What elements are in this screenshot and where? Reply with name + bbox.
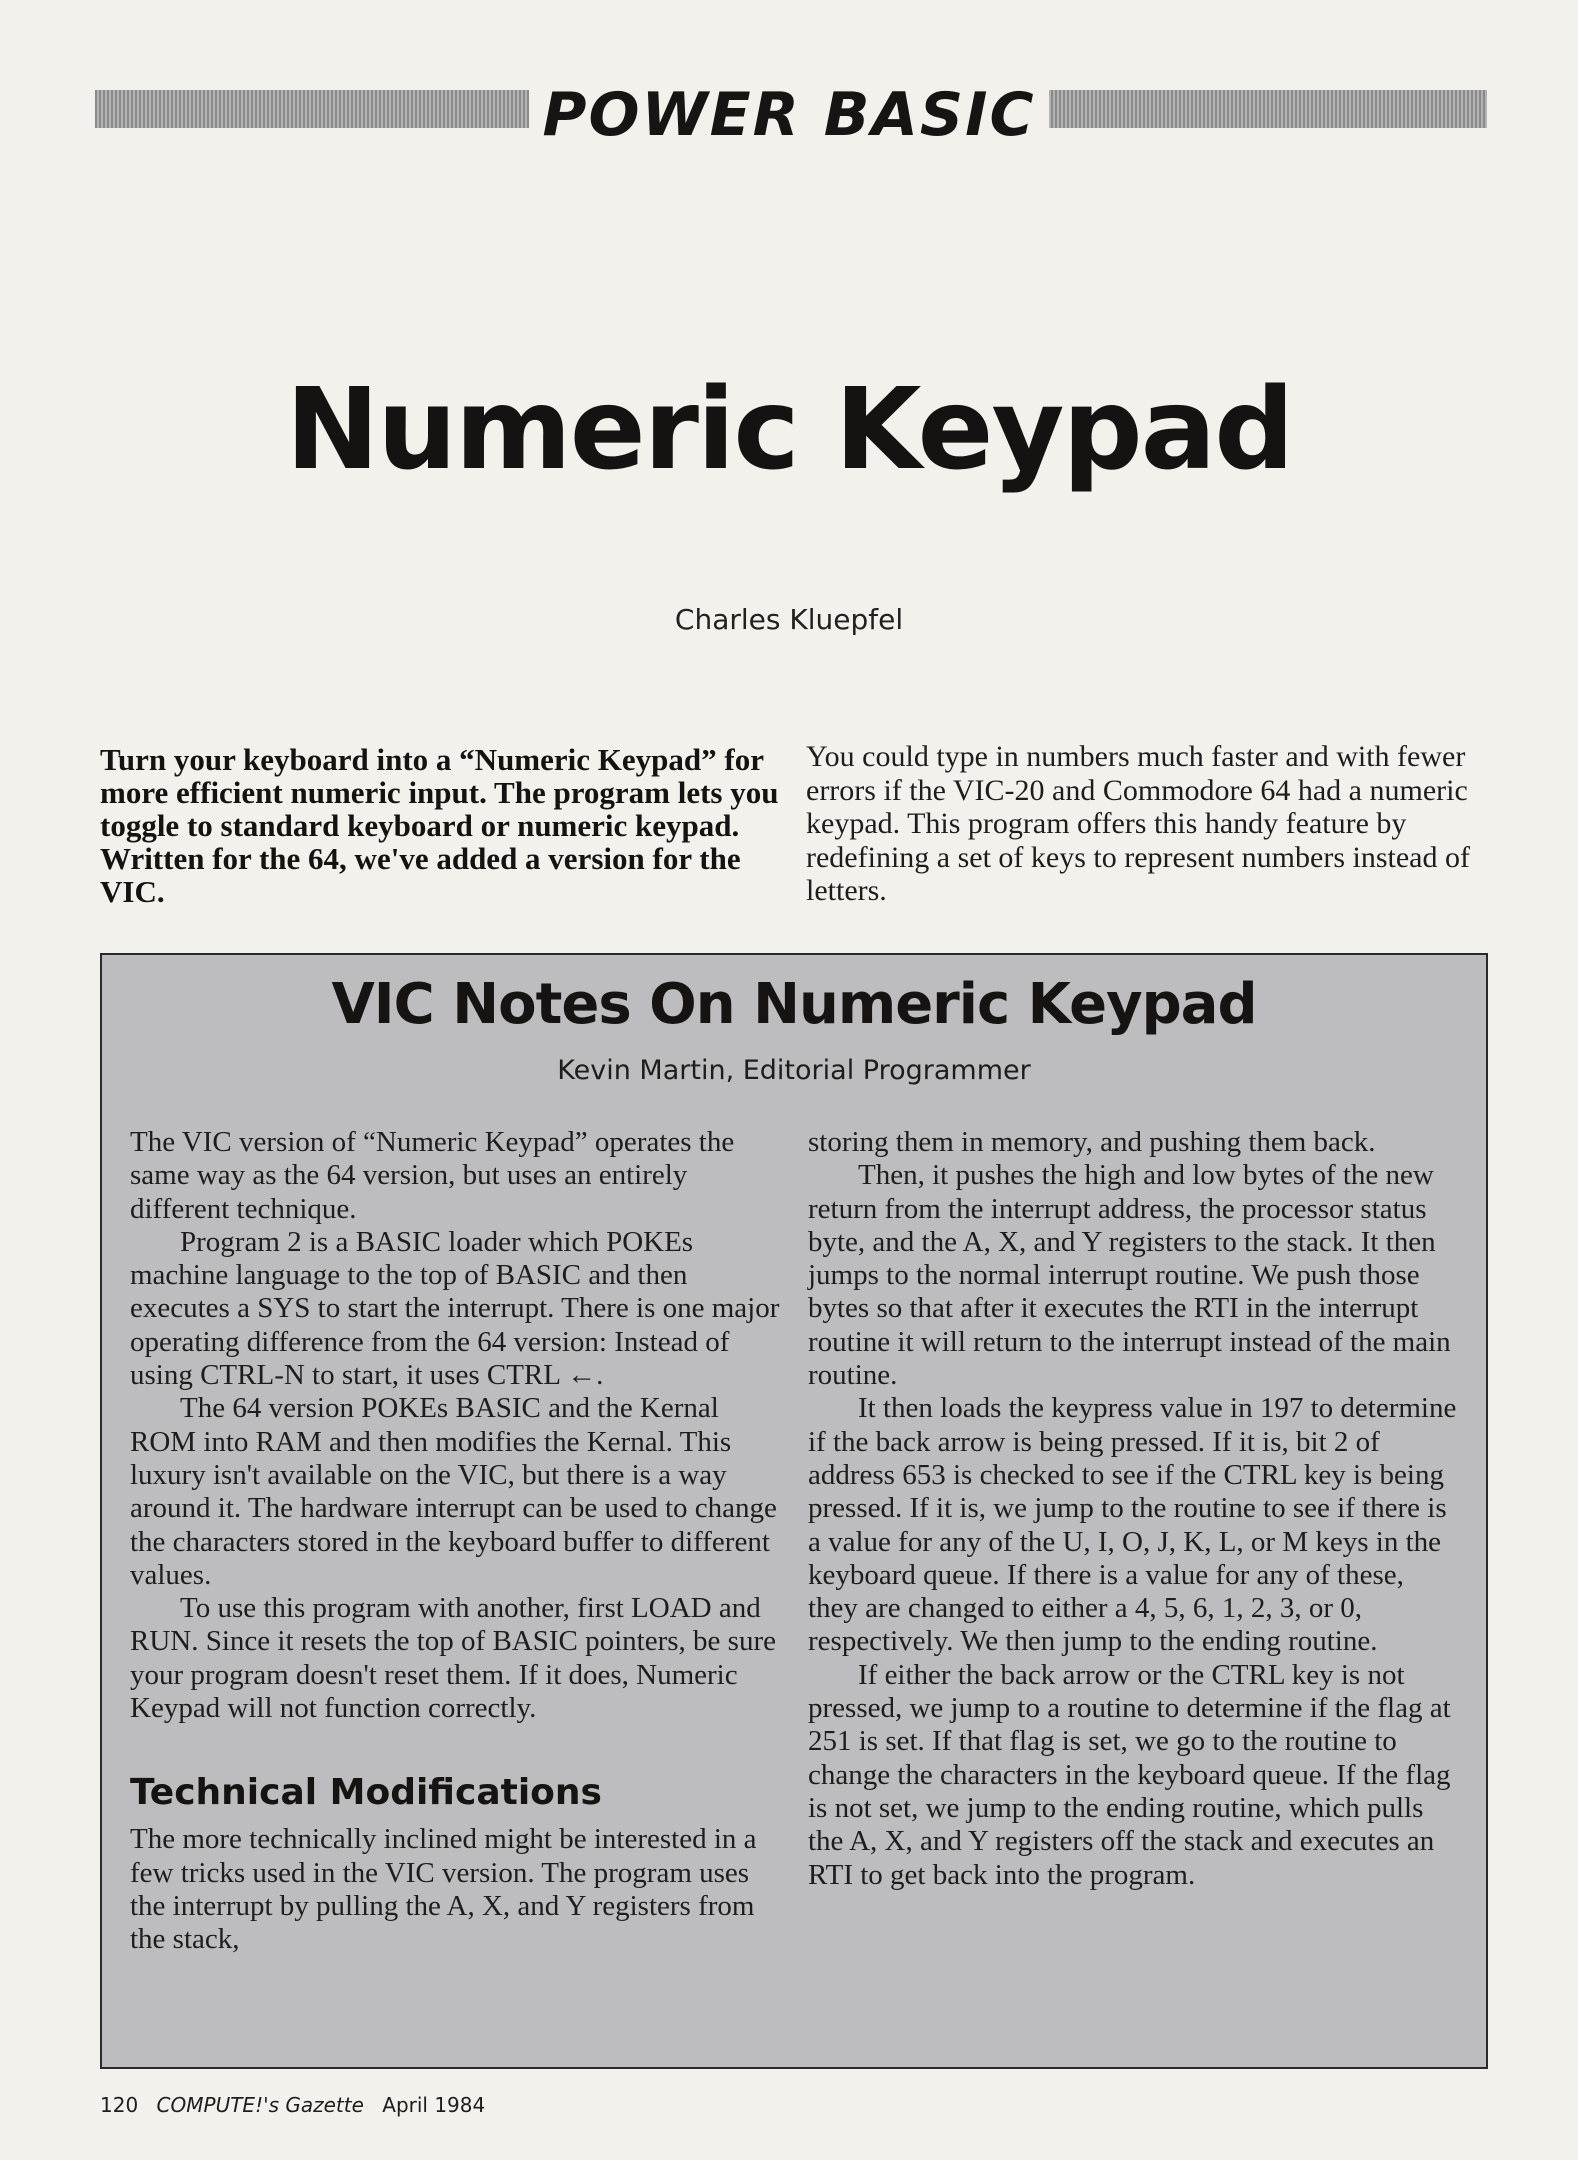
sidebar-paragraph: The more technically inclined might be interested in a few tricks used in the VIC version. The program uses the interrupt by pulling the A, X, and Y registers from the stack, [130,1823,757,1956]
page-footer [100,2093,497,2117]
sidebar-paragraph: It then loads the keypress value in 197 to determine if the back arrow is being pressed. If it is, bit 2 of address 653 is checked to see if the CTRL key is being pressed. If it is, we jump to the routine to see if there is a value for any of the U, I, O, J, K, L, or M keys in the keyboard queue. If there is a value for any of these, they are changed to either a 4, 5, 6, 1, 2, 3, or 0, respectively. We then jump to the ending routine. [808,1392,1457,1658]
article-lead-paragraph: You could type in numbers much faster and with fewer errors if the VIC-20 and Commodore 64 had a numeric keypad. This program offers this handy feature by redefining a set of keys to represent numbers instead of letters. [806,740,1470,907]
sidebar-paragraph: The 64 version POKEs BASIC and the Kernal ROM into RAM and then modifies the Kernal. This luxury isn't available on the VIC, but there is a way around it. The hardware interrupt can be used to change the characters stored in the keyboard buffer to different values. [130,1392,777,1591]
article-author: Charles Kluepfel [674,603,904,636]
sidebar-title: VIC Notes On Numeric Keypad [331,972,1257,1037]
sidebar-paragraph: Then, it pushes the high and low bytes of the new return from the interrupt address, the processor status byte, and the A, X, and Y registers to the stack. It then jumps to the normal interrupt routine. We push those bytes so that after it executes the RTI in the interrupt routine it will return to the interrupt instead of the main routine. [808,1159,1451,1392]
sidebar-subhead: Technical Modifications [130,1772,602,1814]
sidebar-paragraph: To use this program with another, first LOAD and RUN. Since it resets the top of BASIC pointers, be sure your program doesn't reset them. If it does, Numeric Keypad will not function correctly. [130,1592,776,1725]
article-intro: Turn your keyboard into a “Numeric Keypad” for more efficient numeric input. The program lets you toggle to standard keyboard or numeric keypad. Written for the 64, we've added a version for the VIC. [100,742,779,909]
sidebar-paragraph: If either the back arrow or the CTRL key is not pressed, we jump to a routine to determine if the flag at 251 is set. If that flag is set, we go to the routine to change the characters in the keyboard queue. If the flag is not set, we jump to the ending routine, which pulls the A, X, and Y registers off the stack and executes an RTI to get back into the program. [808,1658,1451,1891]
issue-date: April 1984 [382,2093,486,2117]
page-number: 120 [100,2093,139,2117]
sidebar-left-column [130,1126,780,1957]
section-title [0,80,1578,150]
sidebar-right-column [808,1126,1458,1892]
sidebar-paragraph: Program 2 is a BASIC loader which POKEs machine language to the top of BASIC and then executes a SYS to start the interrupt. There is one major operating difference from the 64 version: Instead of using CTRL-N to start, it uses CTRL ←. [130,1225,780,1392]
magazine-name: COMPUTE!'s Gazette [156,2093,364,2117]
section-title-text: POWER BASIC [529,80,1050,150]
vic-notes-sidebar [100,953,1488,2069]
sidebar-paragraph: storing them in memory, and pushing them back. [808,1126,1376,1158]
article-title: Numeric Keypad [285,365,1293,495]
sidebar-paragraph: The VIC version of “Numeric Keypad” operates the same way as the 64 version, but uses an entirely different technique. [130,1126,735,1225]
sidebar-byline: Kevin Martin, Editorial Programmer [557,1055,1031,1086]
